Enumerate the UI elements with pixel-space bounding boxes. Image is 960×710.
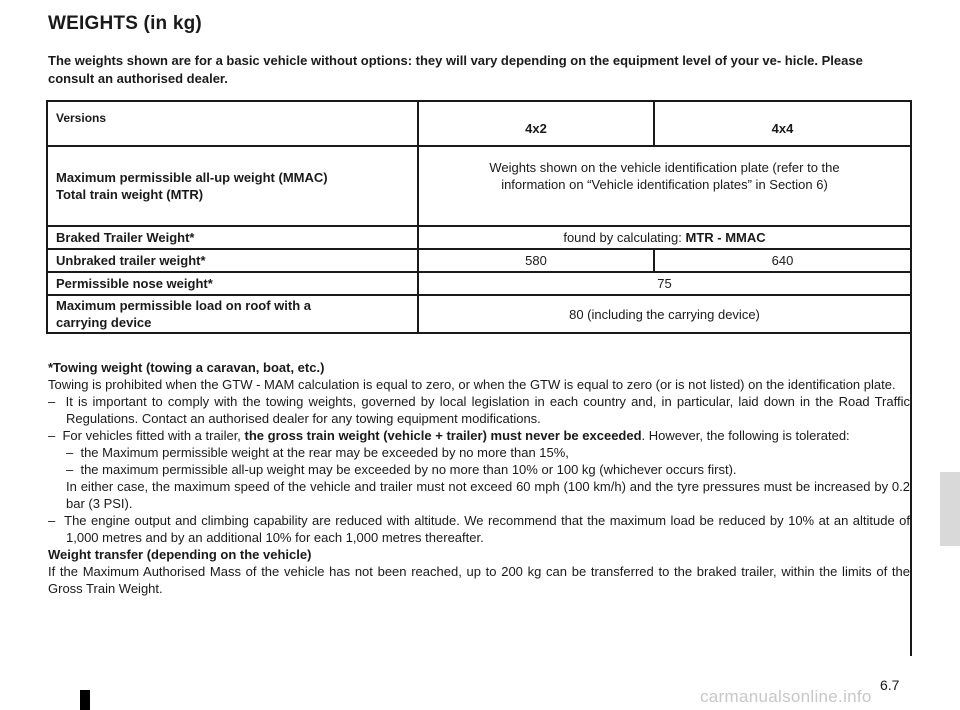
bullet-trailer-post: . However, the following is tolerated: <box>641 428 850 443</box>
table-header-row <box>47 101 911 146</box>
towing-text: Towing is prohibited when the GTW - MAM calculation is equal to zero, or when the GTW is equal to zero (or is not listed) on the identification plate. <box>48 377 896 392</box>
nose-label: Permissible nose weight* <box>47 272 418 295</box>
bullet-trailer-bold: the gross train weight (vehicle + trailer) must never be exceeded <box>244 428 642 443</box>
sub-bullet-rear: – the Maximum permissible weight at the rear may be exceeded by no more than 15%, <box>66 445 569 460</box>
roof-label-line2: carrying device <box>56 315 152 330</box>
either-case-text: In either case, the maximum speed of the vehicle and trailer must not exceed 60 mph (100 km/h) and the tyre pressures must be increased by 0.2 bar (3 PSI). <box>66 479 910 511</box>
page-number: 6.7 <box>880 677 900 693</box>
towing-notes <box>48 359 910 597</box>
table-row-nose <box>47 272 911 295</box>
table-row-unbraked <box>47 249 911 272</box>
table-row-braked <box>47 226 911 249</box>
section-side-tab <box>940 472 960 546</box>
unbraked-4x2-value: 580 <box>418 249 654 272</box>
mmac-value-line1: Weights shown on the vehicle identification plate (refer to the <box>489 160 840 175</box>
roof-value: 80 (including the carrying device) <box>418 295 911 333</box>
version-4x2-header: 4x2 <box>418 101 654 146</box>
bullet-legislation: – It is important to comply with the towing weights, governed by local legislation in each country and, in particular, laid down in the Road Traffic Regulations. Contact an authorised dealer for any towing equipment modifications. <box>48 394 910 426</box>
table-row-mmac <box>47 146 911 226</box>
roof-label <box>47 295 418 333</box>
nose-value: 75 <box>418 272 911 295</box>
towing-heading: *Towing weight (towing a caravan, boat, etc.) <box>48 360 325 375</box>
unbraked-label: Unbraked trailer weight* <box>47 249 418 272</box>
mmac-label <box>47 146 418 226</box>
mmac-value <box>418 146 911 226</box>
mmac-label-line1: Maximum permissible all-up weight (MMAC) <box>56 170 328 185</box>
page-title: WEIGHTS (in kg) <box>48 13 202 34</box>
mmac-value-line2: information on “Vehicle identification plates” in Section 6) <box>501 177 828 192</box>
bullet-trailer-pre: – For vehicles fitted with a trailer, <box>48 428 245 443</box>
corner-mark <box>80 690 90 710</box>
roof-label-line1: Maximum permissible load on roof with a <box>56 298 311 313</box>
watermark-text: carmanualsonline.info <box>700 687 872 706</box>
transfer-heading: Weight transfer (depending on the vehicle) <box>48 547 312 562</box>
sub-bullet-allup: – the maximum permissible all-up weight may be exceeded by no more than 10% or 100 kg (whichever occurs first). <box>66 462 737 477</box>
bullet-trailer <box>48 427 910 444</box>
version-4x4-header: 4x4 <box>654 101 911 146</box>
braked-value-prefix: found by calculating: <box>563 230 686 245</box>
unbraked-4x4-value: 640 <box>654 249 911 272</box>
table-row-roof <box>47 295 911 333</box>
braked-value <box>418 226 911 249</box>
versions-label: Versions <box>47 101 418 146</box>
braked-label: Braked Trailer Weight* <box>47 226 418 249</box>
braked-value-formula: MTR - MMAC <box>685 230 766 245</box>
weights-table <box>46 100 912 334</box>
transfer-text: If the Maximum Authorised Mass of the vehicle has not been reached, up to 200 kg can be transferred to the braked trailer, within the limits of the Gross Train Weight. <box>48 564 910 596</box>
mmac-label-line2: Total train weight (MTR) <box>56 187 204 202</box>
intro-text: The weights shown are for a basic vehicle without options: they will vary depending on the equipment level of your ve- hicle. Please consult an authorised dealer. <box>48 53 863 86</box>
bullet-altitude: – The engine output and climbing capability are reduced with altitude. We recommend that the maximum load be reduced by 10% at an altitude of 1,000 metres and by an additional 10% for each 1,000 metres thereafter. <box>48 513 910 545</box>
